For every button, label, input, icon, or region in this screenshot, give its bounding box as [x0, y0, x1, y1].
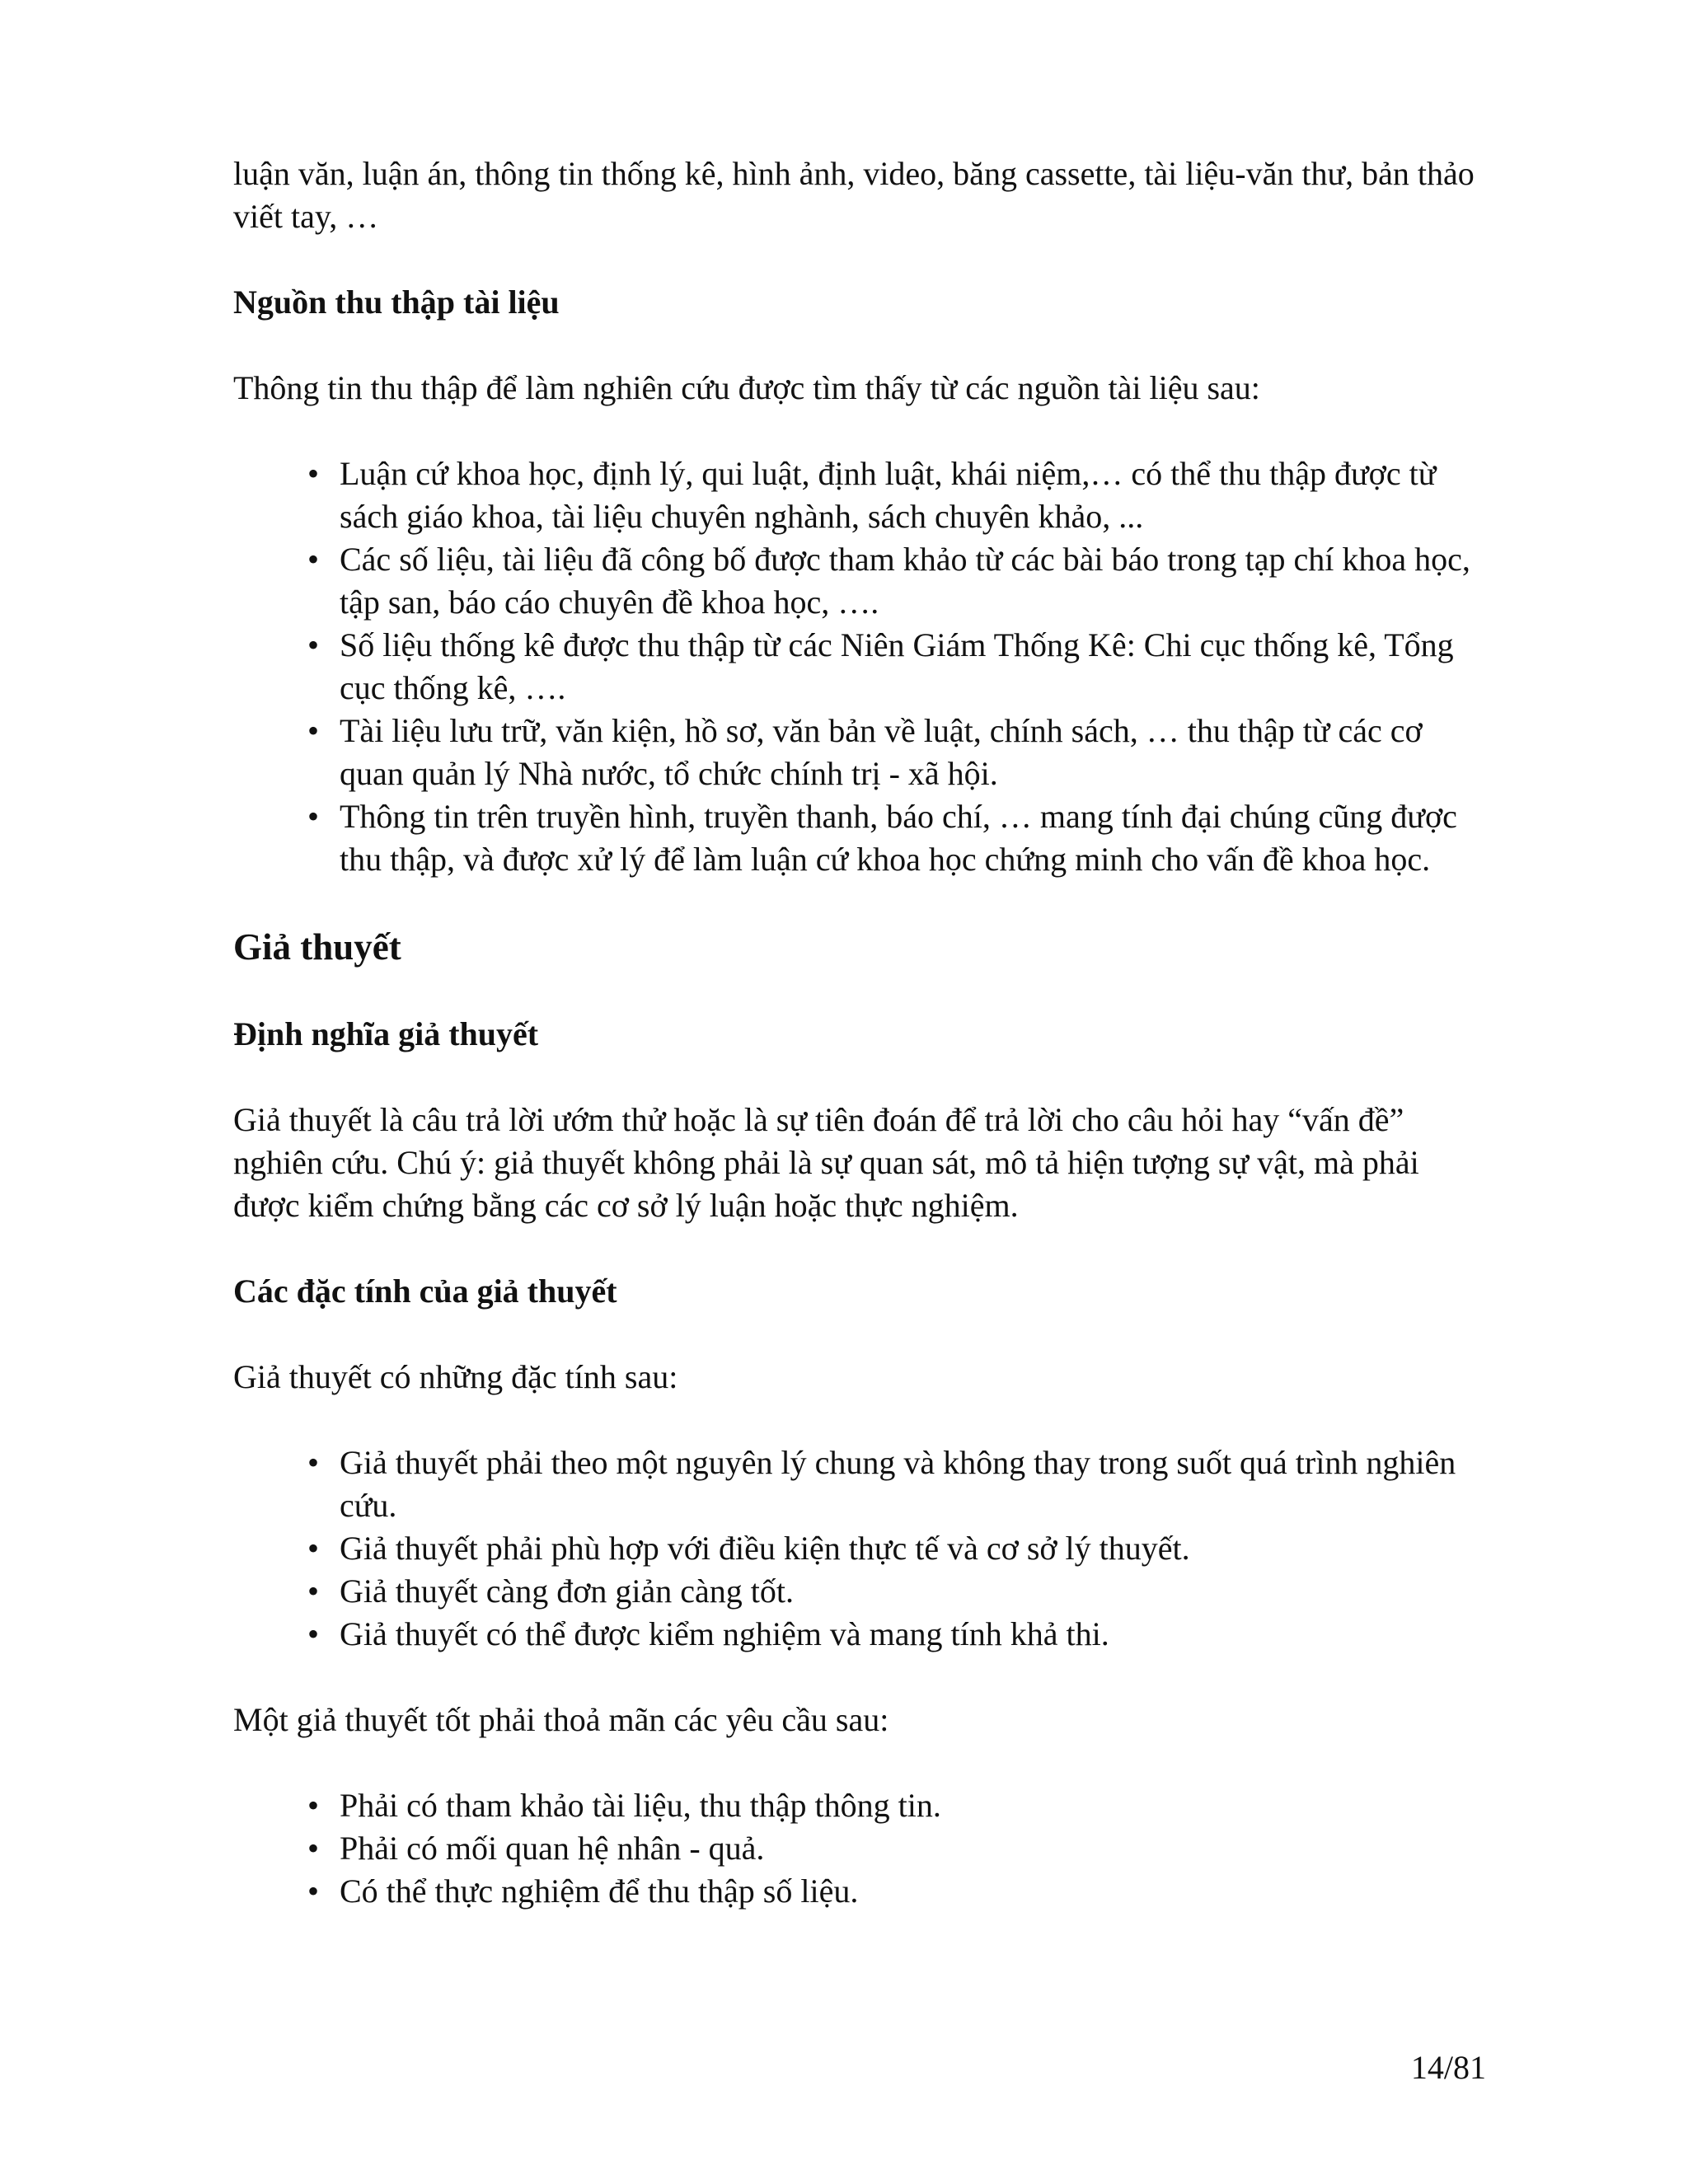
list-item	[307, 538, 1486, 624]
bullet-icon: •	[307, 1787, 319, 1824]
bullet-icon: •	[307, 798, 319, 835]
list-item	[307, 710, 1486, 795]
heading-properties: Các đặc tính của giả thuyết	[233, 1272, 617, 1310]
properties-lead: Giả thuyết có những đặc tính sau:	[233, 1358, 678, 1395]
bullet-icon: •	[307, 1444, 319, 1481]
list-item-text: Có thể thực nghiệm để thu thập số liệu.	[340, 1872, 859, 1910]
list-item-text: Tài liệu lưu trữ, văn kiện, hồ sơ, văn bản về luật, chính sách, … thu thập từ các cơ quan quản lý Nhà nước, tổ chức chính trị - xã hội.	[340, 712, 1423, 792]
list-item	[307, 1870, 1486, 1913]
page-content	[233, 152, 1486, 1956]
intro-paragraph: luận văn, luận án, thông tin thống kê, hình ảnh, video, băng cassette, tài liệu-văn thư, bản thảo viết tay, …	[233, 155, 1475, 235]
list-item-text: Giả thuyết có thể được kiểm nghiệm và mang tính khả thi.	[340, 1615, 1109, 1652]
list-item	[307, 1570, 1486, 1613]
sources-lead: Thông tin thu thập để làm nghiên cứu được tìm thấy từ các nguồn tài liệu sau:	[233, 369, 1260, 406]
bullet-icon: •	[307, 1572, 319, 1610]
heading-definition: Định nghĩa giả thuyết	[233, 1015, 539, 1052]
list-item-text: Số liệu thống kê được thu thập từ các Niên Giám Thống Kê: Chi cục thống kê, Tổng cục thống kê, ….	[340, 626, 1454, 706]
list-item-text: Các số liệu, tài liệu đã công bố được tham khảo từ các bài báo trong tạp chí khoa học, tập san, báo cáo chuyên đề khoa học, ….	[340, 541, 1470, 621]
bullet-icon: •	[307, 1615, 319, 1652]
properties-list	[233, 1441, 1486, 1656]
list-item	[307, 1827, 1486, 1870]
list-item-text: Phải có mối quan hệ nhân - quả.	[340, 1830, 765, 1867]
bullet-icon: •	[307, 1530, 319, 1567]
list-item	[307, 452, 1486, 538]
list-item-text: Giả thuyết phải theo một nguyên lý chung và không thay trong suốt quá trình nghiên cứu.	[340, 1444, 1456, 1524]
list-item-text: Giả thuyết phải phù hợp với điều kiện thực tế và cơ sở lý thuyết.	[340, 1530, 1190, 1567]
bullet-icon: •	[307, 455, 319, 492]
page-number: 14/81	[1410, 2049, 1486, 2086]
list-item	[307, 1613, 1486, 1656]
requirements-lead: Một giả thuyết tốt phải thoả mãn các yêu cầu sau:	[233, 1701, 889, 1738]
definition-paragraph: Giả thuyết là câu trả lời ướm thử hoặc là sự tiên đoán để trả lời cho câu hỏi hay “vấn đề” nghiên cứu. Chú ý: giả thuyết không phải là sự quan sát, mô tả hiện tượng sự vật, mà phải được kiểm chứng bằng các cơ sở lý luận hoặc thực nghiệm.	[233, 1101, 1419, 1224]
list-item-text: Giả thuyết càng đơn giản càng tốt.	[340, 1572, 794, 1610]
requirements-list	[233, 1784, 1486, 1913]
list-item-text: Luận cứ khoa học, định lý, qui luật, định luật, khái niệm,… có thể thu thập được từ sách giáo khoa, tài liệu chuyên nghành, sách chuyên khảo, ...	[340, 455, 1437, 535]
list-item	[307, 624, 1486, 710]
list-item-text: Thông tin trên truyền hình, truyền thanh, báo chí, … mang tính đại chúng cũng được thu thập, và được xử lý để làm luận cứ khoa học chứng minh cho vấn đề khoa học.	[340, 798, 1457, 878]
list-item	[307, 1527, 1486, 1570]
sources-list	[233, 452, 1486, 881]
list-item-text: Phải có tham khảo tài liệu, thu thập thông tin.	[340, 1787, 941, 1824]
heading-sources: Nguồn thu thập tài liệu	[233, 284, 560, 321]
bullet-icon: •	[307, 1830, 319, 1867]
bullet-icon: •	[307, 541, 319, 578]
list-item	[307, 1441, 1486, 1527]
bullet-icon: •	[307, 1872, 319, 1910]
bullet-icon: •	[307, 712, 319, 749]
list-item	[307, 1784, 1486, 1827]
list-item	[307, 795, 1486, 881]
heading-hypothesis: Giả thuyết	[233, 926, 401, 968]
bullet-icon: •	[307, 626, 319, 663]
